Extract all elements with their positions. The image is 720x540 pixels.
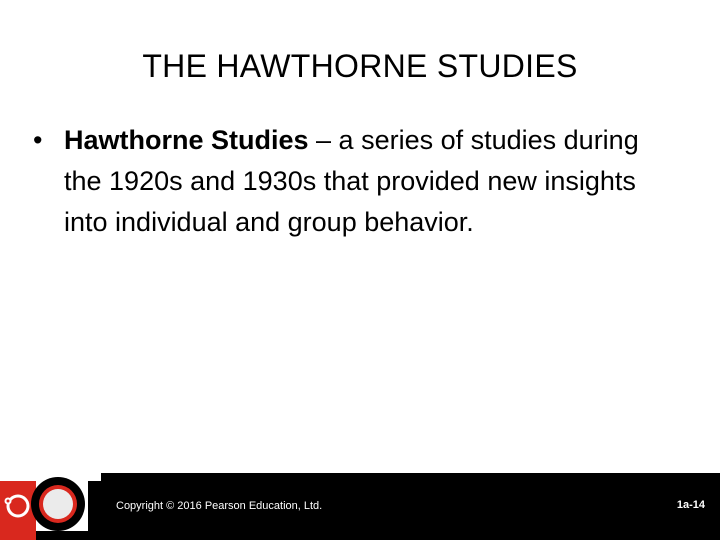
bullet-marker: • bbox=[33, 125, 43, 155]
bullet-text bbox=[64, 120, 673, 243]
page-number: 1a-14 bbox=[676, 499, 705, 511]
slide-title: THE HAWTHORNE STUDIES bbox=[142, 48, 578, 84]
bullet-term: Hawthorne Studies bbox=[64, 125, 309, 155]
copyright-text: Copyright © 2016 Pearson Education, Ltd. bbox=[116, 500, 323, 512]
circles-logo-icon bbox=[0, 473, 101, 540]
footer-bar bbox=[0, 473, 720, 540]
bullet-item bbox=[33, 120, 673, 243]
bullet-definition: – a series of studies during the 1920s and 1930s that provided new insights into individual and group behavior. bbox=[64, 125, 639, 237]
